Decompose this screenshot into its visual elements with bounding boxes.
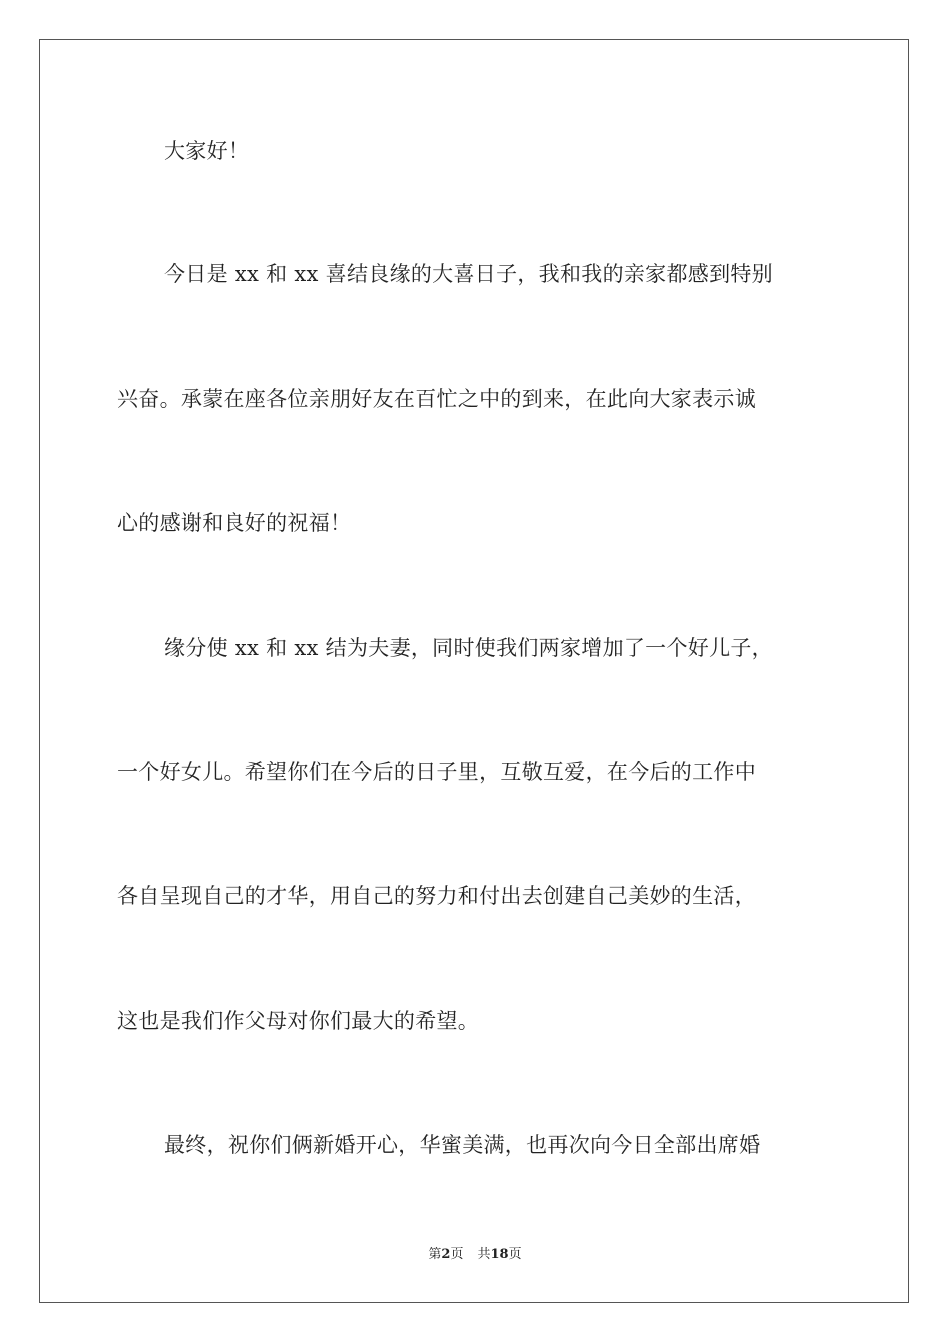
total-label-prefix: 共 bbox=[477, 1247, 491, 1262]
paragraph-2-line-1: 缘分使 xx 和 xx 结为夫妻，同时使我们两家增加了一个好儿子， bbox=[164, 636, 773, 660]
total-pages: 18 bbox=[490, 1247, 509, 1262]
page-label-suffix: 页 bbox=[450, 1247, 464, 1262]
paragraph-2-line-3: 各自呈现自己的才华，用自己的努力和付出去创建自己美妙的生活， bbox=[117, 884, 756, 908]
total-label-suffix: 页 bbox=[508, 1247, 522, 1262]
paragraph-1-line-2: 兴奋。承蒙在座各位亲朋好友在百忙之中的到来，在此向大家表示诚 bbox=[117, 387, 756, 411]
greeting-line: 大家好！ bbox=[164, 139, 250, 163]
page-label-prefix: 第 bbox=[428, 1247, 442, 1262]
paragraph-1-line-3: 心的感谢和良好的祝福！ bbox=[117, 511, 352, 535]
paragraph-3-line-1: 最终，祝你们俩新婚开心，华蜜美满，也再次向今日全部出席婚 bbox=[164, 1133, 761, 1157]
page-border bbox=[39, 39, 909, 1303]
paragraph-2-line-2: 一个好女儿。希望你们在今后的日子里，互敬互爱，在今后的工作中 bbox=[117, 760, 756, 784]
paragraph-2-line-4: 这也是我们作父母对你们最大的希望。 bbox=[117, 1009, 480, 1033]
page-number: 2 bbox=[441, 1247, 451, 1262]
paragraph-1-line-1: 今日是 xx 和 xx 喜结良缘的大喜日子，我和我的亲家都感到特别 bbox=[164, 262, 773, 286]
page-footer bbox=[0, 1246, 950, 1264]
